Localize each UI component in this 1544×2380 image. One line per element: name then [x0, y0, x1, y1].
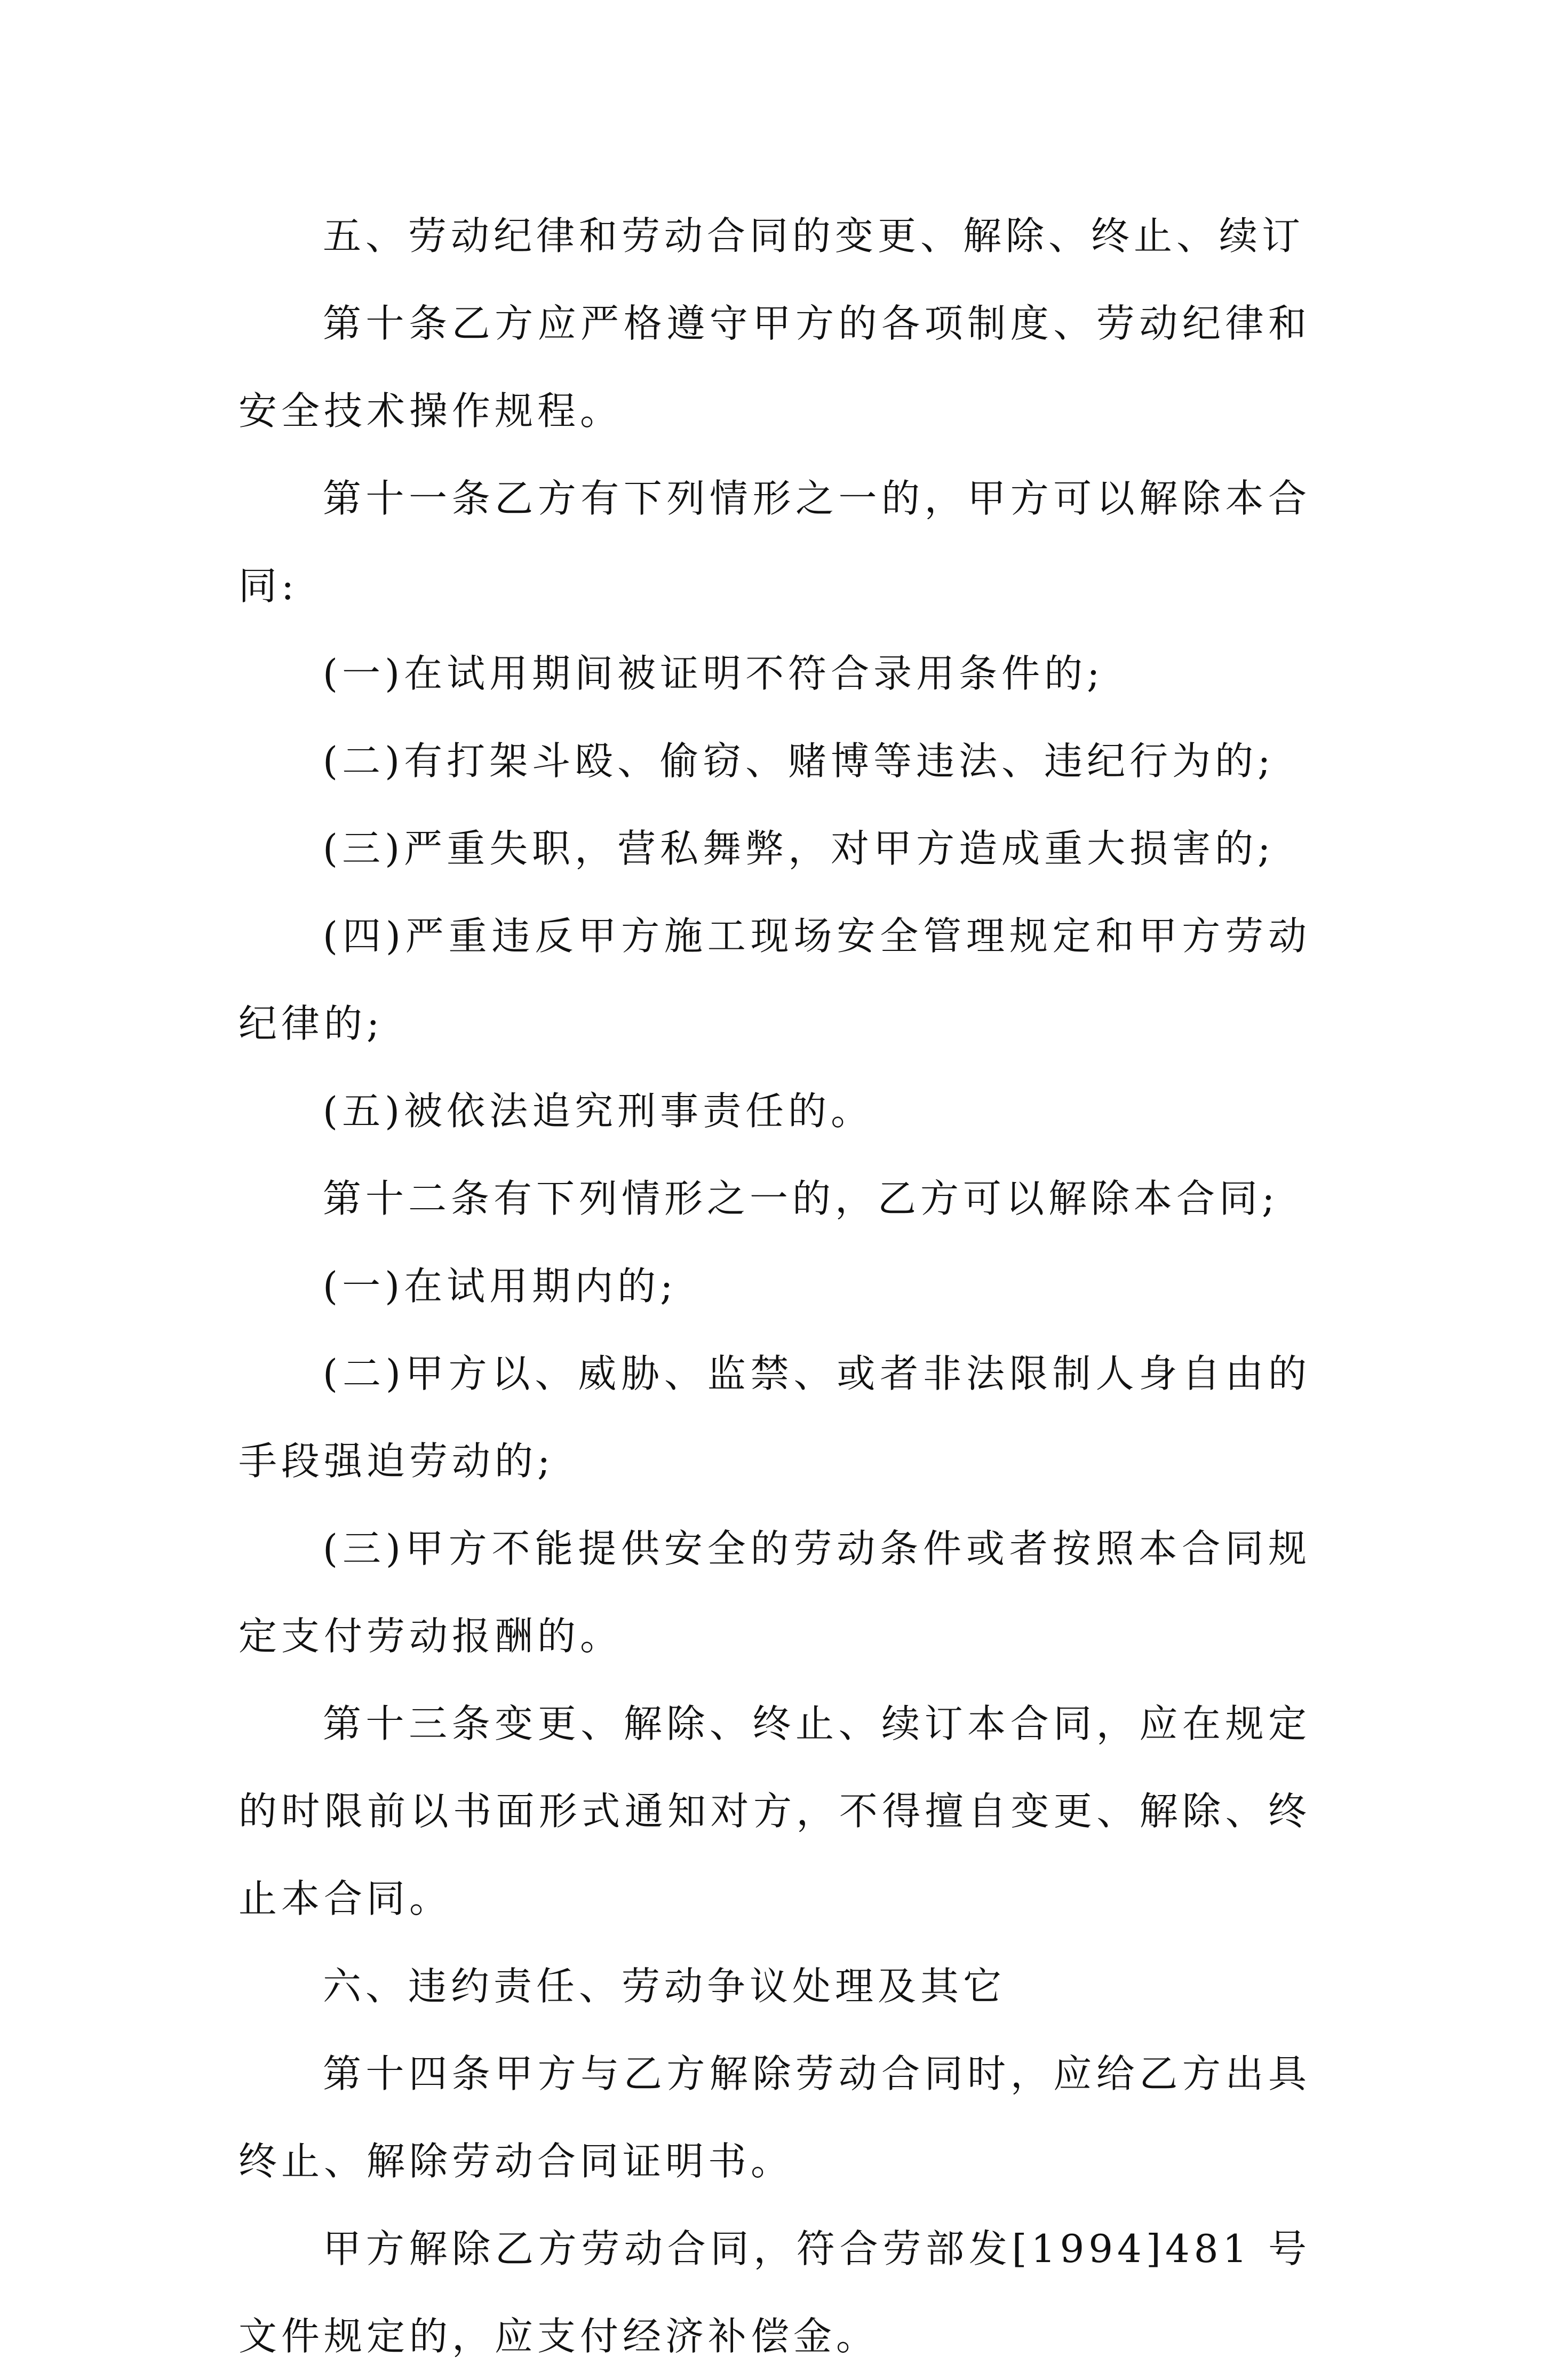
- document-body: [238, 192, 1311, 2380]
- article-11-item-2: (二)有打架斗殴、偷窃、赌博等违法、违纪行为的;: [323, 739, 1275, 783]
- article-11: 第十一条乙方有下列情形之一的，甲方可以解除本合同:: [238, 476, 1311, 608]
- article-12: 第十二条有下列情形之一的，乙方可以解除本合同;: [323, 1176, 1279, 1221]
- article-11-item-1: (一)在试用期间被证明不符合录用条件的;: [323, 651, 1104, 696]
- article-14-compensation: 甲方解除乙方劳动合同，符合劳部发[1994]481 号文件规定的，应支付经济补偿金。: [238, 2226, 1311, 2359]
- article-10: 第十条乙方应严格遵守甲方的各项制度、劳动纪律和安全技术操作规程。: [238, 301, 1311, 433]
- article-14: 第十四条甲方与乙方解除劳动合同时，应给乙方出具终止、解除劳动合同证明书。: [238, 2051, 1311, 2184]
- section-heading-five: 五、劳动纪律和劳动合同的变更、解除、终止、续订: [323, 213, 1305, 258]
- article-12-item-2: (二)甲方以、威胁、监禁、或者非法限制人身自由的手段强迫劳动的;: [238, 1351, 1311, 1483]
- article-12-item-3: (三)甲方不能提供安全的劳动条件或者按照本合同规定支付劳动报酬的。: [238, 1526, 1311, 1659]
- article-12-item-1: (一)在试用期内的;: [323, 1264, 678, 1308]
- article-11-item-3: (三)严重失职，营私舞弊，对甲方造成重大损害的;: [323, 826, 1275, 871]
- article-13: 第十三条变更、解除、终止、续订本合同，应在规定的时限前以书面形式通知对方，不得擅自变更、解除、终止本合同。: [238, 1701, 1311, 1921]
- article-11-item-5: (五)被依法追究刑事责任的。: [323, 1089, 874, 1133]
- section-heading-six: 六、违约责任、劳动争议处理及其它: [323, 1964, 1006, 2009]
- article-11-item-4: (四)严重违反甲方施工现场安全管理规定和甲方劳动纪律的;: [238, 914, 1311, 1046]
